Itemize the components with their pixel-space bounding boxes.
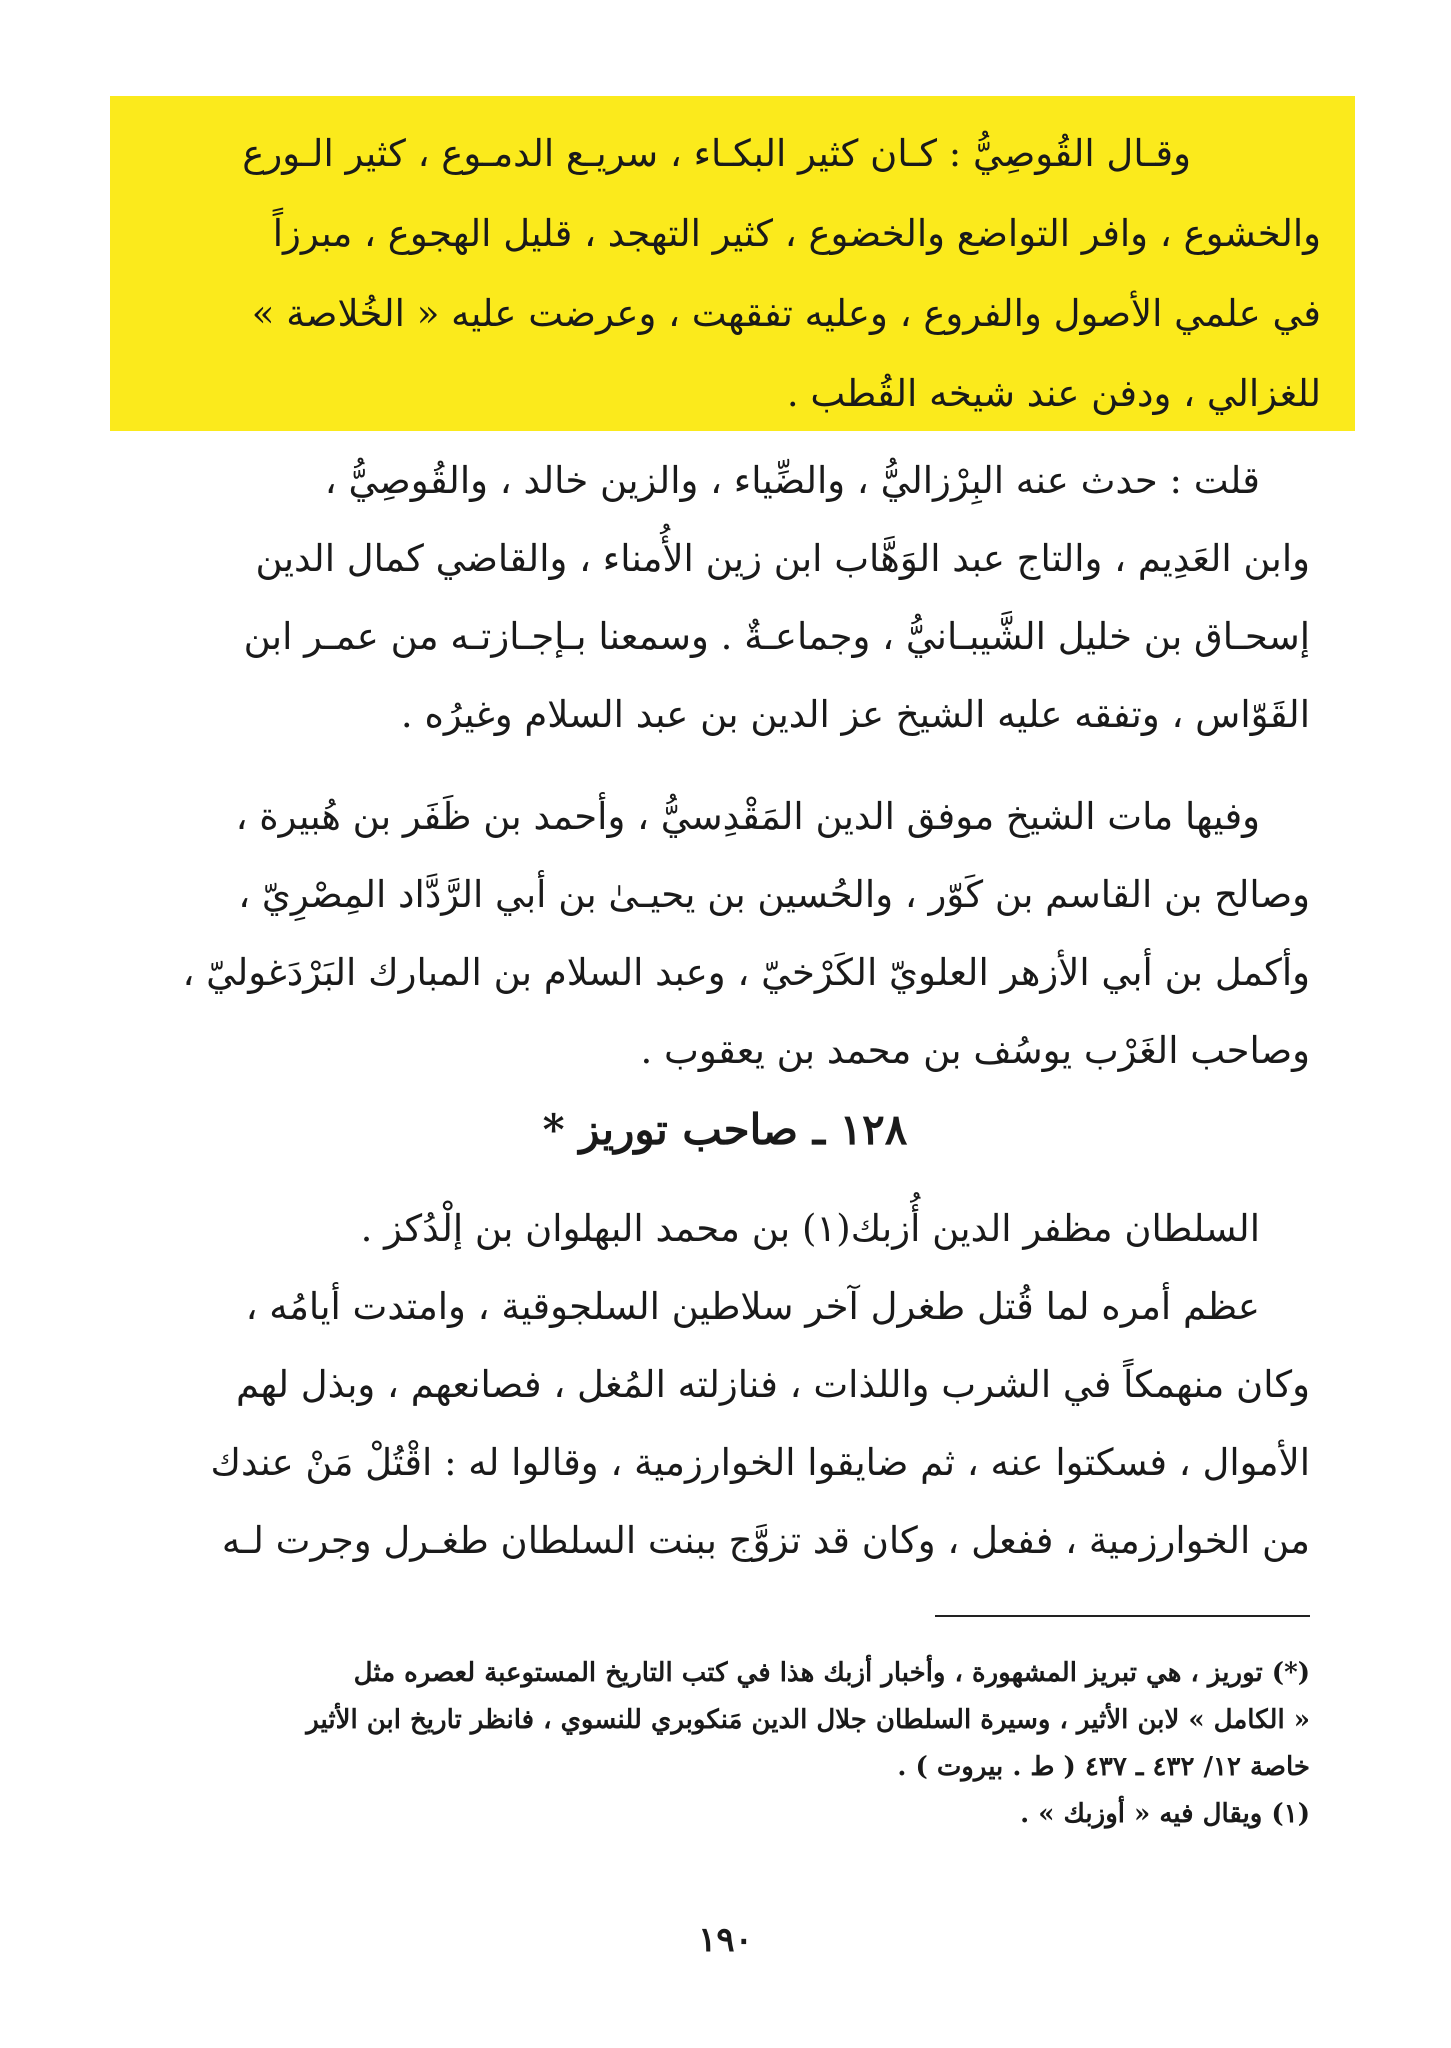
entry-heading: ١٢٨ ـ صاحب توريز *: [542, 1105, 908, 1154]
paragraph-line: وصاحب الغَرْب يوسُف بن محمد بن يعقوب .: [640, 1029, 1310, 1072]
footnote-line: (*) توريز ، هي تبريز المشهورة ، وأخبار أزبك هذا في كتب التاريخ المستوعبة لعصره مثل: [353, 1658, 1310, 1688]
footnote-line: خاصة ١٢/ ٤٣٢ ـ ٤٣٧ ( ط . بيروت ) .: [897, 1752, 1310, 1782]
paragraph-line: وصالح بن القاسم بن كَوّر ، والحُسين بن يحيـىٰ بن أبي الرَّدَّاد المِصْرِيّ ،: [238, 873, 1310, 916]
highlight-line: في علمي الأصول والفروع ، وعليه تفقهت ، وعرضت عليه « الخُلاصة »: [251, 292, 1321, 335]
highlight-line: والخشوع ، وافر التواضع والخضوع ، كثير التهجد ، قليل الهجوع ، مبرزاً: [272, 212, 1321, 255]
paragraph-line: من الخوارزمية ، ففعل ، وكان قد تزوَّج ببنت السلطان طغـرل وجرت لـه: [221, 1519, 1310, 1562]
paragraph-line: القَوّاس ، وتفقه عليه الشيخ عز الدين بن عبد السلام وغيرُه .: [400, 693, 1310, 736]
footnote-line: « الكامل » لابن الأثير ، وسيرة السلطان جلال الدين مَنكوبري للنسوي ، فانظر تاريخ ابن الأثير: [306, 1705, 1310, 1735]
paragraph-line: السلطان مظفر الدين أُزبك(١) بن محمد البهلوان بن إلْدُكز .: [360, 1207, 1260, 1250]
paragraph-narrators: [140, 442, 1310, 754]
paragraph-line: وكان منهمكاً في الشرب واللذات ، فنازلته المُغل ، فصانعهم ، وبذل لهم: [236, 1363, 1310, 1406]
footnote-line: (١) ويقال فيه « أوزبك » .: [1020, 1799, 1310, 1829]
paragraph-line: الأموال ، فسكتوا عنه ، ثم ضايقوا الخوارزمية ، وقالوا له : اقْتُلْ مَنْ عندك: [210, 1441, 1310, 1484]
footnotes: [140, 1650, 1310, 1838]
paragraph-line: وأكمل بن أبي الأزهر العلويّ الكَرْخيّ ، وعبد السلام بن المبارك البَرْدَغوليّ ،: [182, 951, 1310, 994]
highlighted-paragraph: [110, 96, 1355, 431]
paragraph-line: عظم أمره لما قُتل طغرل آخر سلاطين السلجوقية ، وامتدت أيامُه ،: [245, 1285, 1260, 1328]
paragraph-line: وفيها مات الشيخ موفق الدين المَقْدِسيُّ ، وأحمد بن ظَفَر بن هُبيرة ،: [235, 795, 1260, 838]
highlight-line: للغزالي ، ودفن عند شيخه القُطب .: [786, 372, 1321, 415]
highlighted-paragraph-text: [140, 114, 1321, 434]
page-number: ١٩٠: [698, 1920, 753, 1960]
paragraph-line: قلت : حدث عنه البِرْزاليُّ ، والضِّياء ، والزين خالد ، والقُوصِيُّ ،: [324, 459, 1260, 502]
paragraph-line: إسحـاق بن خليل الشَّيبـانيُّ ، وجماعـةٌ . وسمعنا بـإجـازتـه من عمـر ابن: [243, 615, 1310, 658]
paragraph-biography: [140, 1190, 1310, 1580]
paragraph-line: وابن العَدِيم ، والتاج عبد الوَهَّاب ابن زين الأُمناء ، والقاضي كمال الدين: [255, 537, 1310, 580]
footnote-divider: [935, 1615, 1310, 1617]
paragraph-deaths: [140, 778, 1310, 1090]
highlight-line: وقـال القُوصِيُّ : كـان كثير البكـاء ، سريـع الدمـوع ، كثير الـورع: [242, 132, 1191, 175]
